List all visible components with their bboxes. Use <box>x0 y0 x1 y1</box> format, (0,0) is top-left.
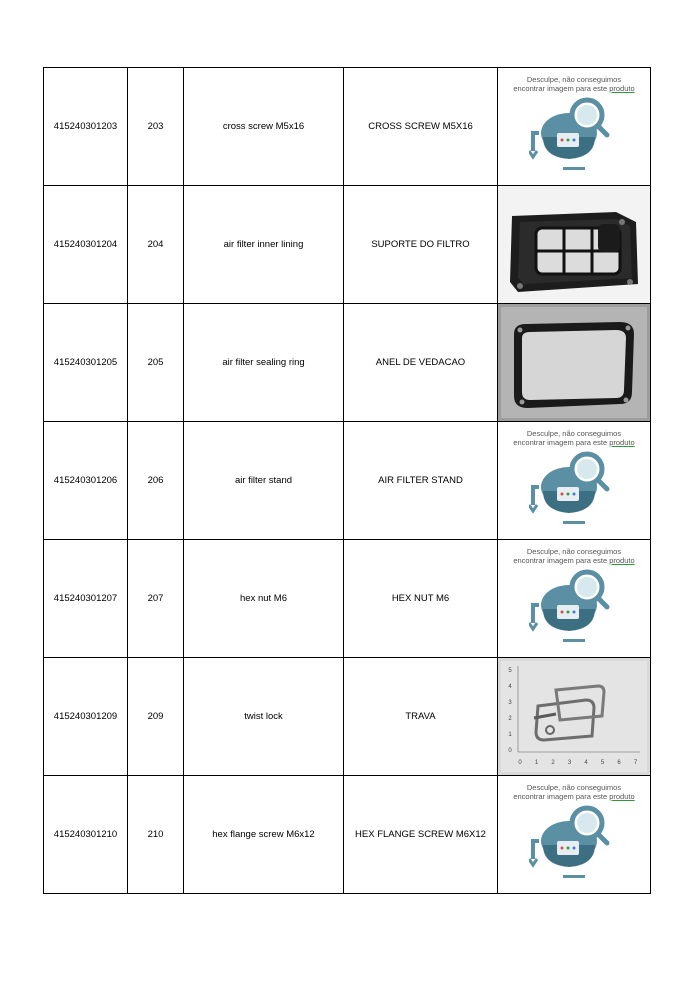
ruler-x-label: 1 <box>534 760 539 766</box>
part-code-cell <box>44 422 128 540</box>
part-name-en-cell <box>184 68 344 186</box>
part-number: 204 <box>147 239 164 250</box>
part-code: 415240301203 <box>53 121 118 132</box>
ruler-y-label: 2 <box>508 716 512 722</box>
ruler-x-label: 2 <box>551 760 555 766</box>
placeholder-message <box>513 783 634 801</box>
air-filter-support-photo <box>498 186 650 303</box>
part-name-pt: HEX FLANGE SCREW M6X12 <box>355 829 486 840</box>
placeholder-line-1: Desculpe, não conseguimos <box>526 428 622 438</box>
part-number-cell <box>128 658 184 776</box>
part-name-pt: ANEL DE VEDACAO <box>375 357 466 368</box>
no-image-placeholder <box>498 776 650 893</box>
part-name-pt: AIR FILTER STAND <box>378 475 463 486</box>
part-number: 205 <box>147 357 164 368</box>
ruler-y-label: 4 <box>508 684 512 690</box>
part-number: 209 <box>147 711 164 722</box>
placeholder-line-1: Desculpe, não conseguimos <box>526 782 622 792</box>
part-name-pt-cell <box>344 776 498 894</box>
parts-table <box>43 67 651 894</box>
part-number: 210 <box>147 829 164 840</box>
sealing-ring-photo <box>498 304 650 421</box>
part-number-cell <box>128 68 184 186</box>
placeholder-line-2-text: encontrar imagem para este <box>513 437 610 447</box>
part-code-cell <box>44 540 128 658</box>
part-name-en: air filter stand <box>234 475 293 486</box>
part-name-pt: SUPORTE DO FILTRO <box>371 239 470 250</box>
part-name-pt: HEX NUT M6 <box>391 593 450 604</box>
part-number-cell <box>128 776 184 894</box>
part-code: 415240301207 <box>53 593 118 604</box>
part-name-en: twist lock <box>244 711 283 722</box>
placeholder-line-2-text: encontrar imagem para este <box>513 83 610 93</box>
part-name-en: hex flange screw M6x12 <box>212 829 315 840</box>
placeholder-line-2 <box>513 792 634 801</box>
part-image-cell <box>498 776 651 894</box>
part-name-en: cross screw M5x16 <box>222 121 305 132</box>
part-name-pt: CROSS SCREW M5X16 <box>368 121 473 132</box>
part-number: 207 <box>147 593 164 604</box>
robot-magnifier-icon <box>529 565 619 651</box>
part-image-cell <box>498 540 651 658</box>
placeholder-line-1: Desculpe, não conseguimos <box>526 74 622 84</box>
part-name-pt-cell <box>344 658 498 776</box>
part-number-cell <box>128 304 184 422</box>
part-name-en-cell <box>184 186 344 304</box>
part-number-cell <box>128 540 184 658</box>
placeholder-link[interactable]: produto <box>609 83 635 93</box>
robot-magnifier-icon <box>529 447 619 533</box>
ruler-y-label: 0 <box>508 748 512 754</box>
ruler-x-label: 4 <box>584 760 588 766</box>
part-image-cell <box>498 422 651 540</box>
placeholder-line-2 <box>513 84 634 93</box>
twist-lock-image <box>498 658 650 775</box>
part-number-cell <box>128 422 184 540</box>
part-image-cell <box>498 304 651 422</box>
placeholder-line-2 <box>513 438 634 447</box>
table-row <box>44 422 651 540</box>
robot-magnifier-icon <box>529 93 619 179</box>
part-code-cell <box>44 186 128 304</box>
table-row <box>44 68 651 186</box>
part-code-cell <box>44 658 128 776</box>
no-image-placeholder <box>498 68 650 185</box>
placeholder-line-2 <box>513 556 634 565</box>
robot-magnifier-icon <box>529 801 619 887</box>
part-code: 415240301206 <box>53 475 118 486</box>
part-image-cell <box>498 68 651 186</box>
ruler-x-label: 5 <box>600 760 605 766</box>
part-name-en-cell <box>184 304 344 422</box>
sealing-ring-image <box>498 304 650 421</box>
table-row <box>44 776 651 894</box>
part-number: 206 <box>147 475 164 486</box>
part-name-en-cell <box>184 658 344 776</box>
no-image-placeholder <box>498 422 650 539</box>
part-name-en: air filter inner lining <box>223 239 304 250</box>
placeholder-link[interactable]: produto <box>609 791 635 801</box>
part-code: 415240301205 <box>53 357 118 368</box>
part-code: 415240301204 <box>53 239 118 250</box>
part-number-cell <box>128 186 184 304</box>
ruler-x-label: 3 <box>567 760 572 766</box>
placeholder-message <box>513 547 634 565</box>
air-filter-support-image <box>498 186 650 303</box>
part-name-en-cell <box>184 540 344 658</box>
part-name-en-cell <box>184 776 344 894</box>
table-row <box>44 186 651 304</box>
ruler-x-label: 0 <box>518 760 522 766</box>
part-number: 203 <box>147 121 164 132</box>
part-name-pt-cell <box>344 186 498 304</box>
ruler-y-label: 1 <box>508 732 512 738</box>
part-name-pt-cell <box>344 422 498 540</box>
part-code: 415240301209 <box>53 711 118 722</box>
part-name-pt-cell <box>344 68 498 186</box>
ruler-y-label: 5 <box>508 668 512 674</box>
part-image-cell <box>498 186 651 304</box>
part-name-en: hex nut M6 <box>240 593 287 604</box>
placeholder-line-2-text: encontrar imagem para este <box>513 555 610 565</box>
table-row <box>44 540 651 658</box>
part-name-en-cell <box>184 422 344 540</box>
part-name-pt-cell <box>344 304 498 422</box>
no-image-placeholder <box>498 540 650 657</box>
table-row <box>44 658 651 776</box>
part-name-en: air filter sealing ring <box>222 357 305 368</box>
table-row <box>44 304 651 422</box>
part-name-pt-cell <box>344 540 498 658</box>
placeholder-message <box>513 75 634 93</box>
placeholder-message <box>513 429 634 447</box>
ruler-x-label: 6 <box>617 760 621 766</box>
ruler-x-label: 7 <box>633 760 638 766</box>
placeholder-line-2-text: encontrar imagem para este <box>513 791 610 801</box>
part-code-cell <box>44 776 128 894</box>
placeholder-line-1: Desculpe, não conseguimos <box>526 546 622 556</box>
part-code-cell <box>44 304 128 422</box>
part-image-cell <box>498 658 651 776</box>
part-name-pt: TRAVA <box>405 711 436 722</box>
ruler-y-label: 3 <box>508 700 512 706</box>
twist-lock-photo <box>498 658 650 775</box>
part-code: 415240301210 <box>53 829 118 840</box>
placeholder-link[interactable]: produto <box>609 555 635 565</box>
part-code-cell <box>44 68 128 186</box>
placeholder-link[interactable]: produto <box>609 437 635 447</box>
